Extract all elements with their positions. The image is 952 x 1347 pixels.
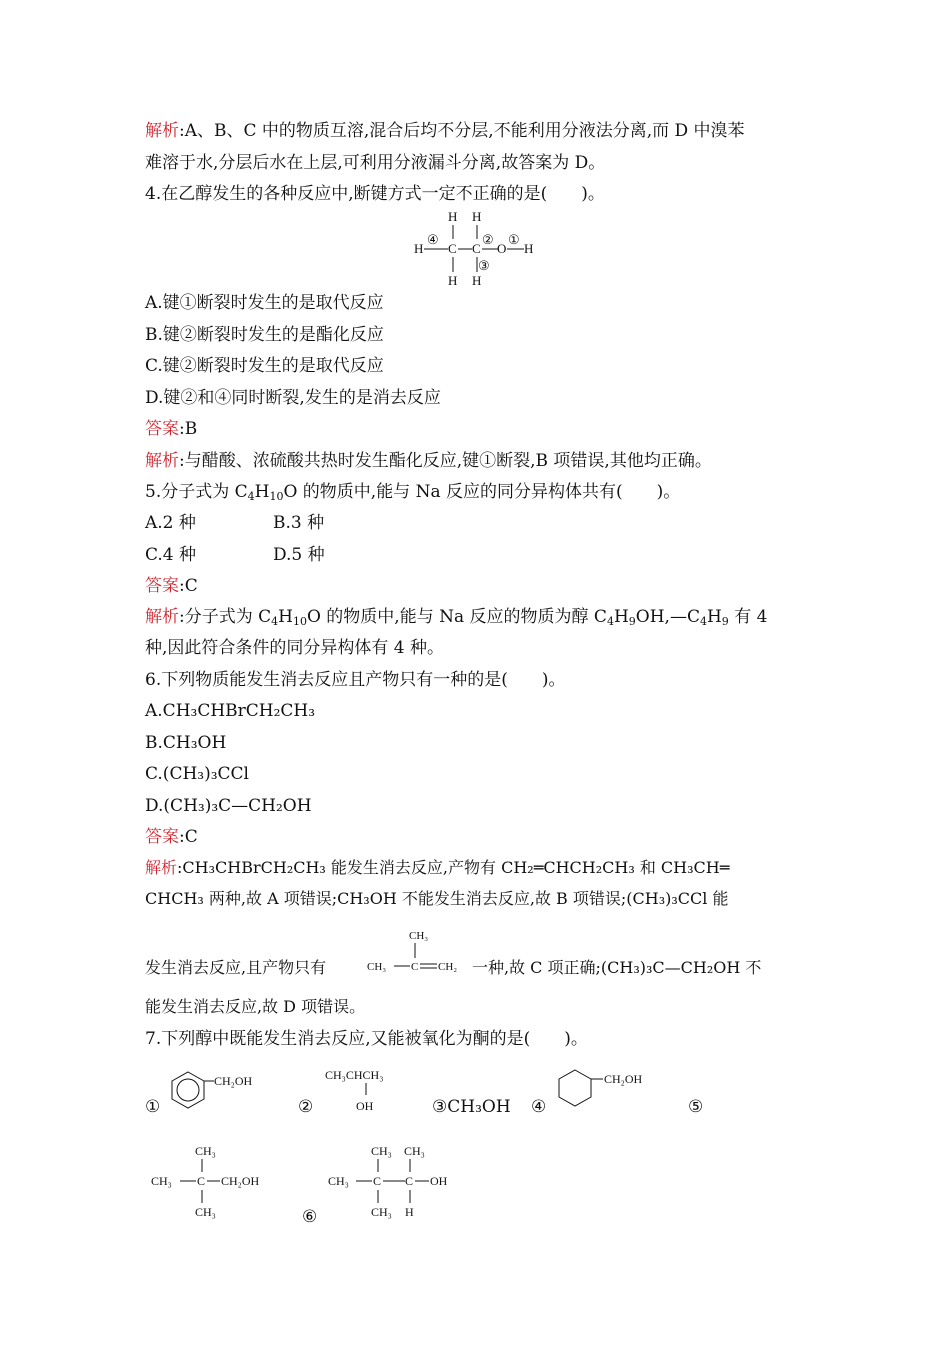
group-ch3: CH₃ xyxy=(409,930,429,942)
question-4: 4.在乙醇发生的各种反应中,断键方式一定不正确的是( )。 xyxy=(145,184,605,204)
group-oh: OH xyxy=(356,1099,374,1113)
explanation-label: 解析 xyxy=(145,451,179,471)
atom-c: C xyxy=(472,241,481,256)
item-number: ③CH₃OH xyxy=(432,1097,511,1117)
option-a: A.2 种 xyxy=(145,513,196,533)
subscript: 10 xyxy=(269,490,284,503)
subscript: 4 xyxy=(699,615,707,628)
text-line: 能发生消去反应,故 D 项错误。 xyxy=(145,997,366,1016)
item-number: ⑤ xyxy=(688,1097,704,1117)
group-ch3: CH₃ xyxy=(328,1174,349,1188)
question-7: 7.下列醇中既能发生消去反应,又能被氧化为酮的是( )。 xyxy=(145,1029,588,1049)
text-line: CHCH₃ 两种,故 A 项错误;CH₃OH 不能发生消去反应,故 B 项错误;(CH₃)₃CCl 能 xyxy=(145,889,729,908)
explanation-text: :与醋酸、浓硫酸共热时发生酯化反应,键①断裂,B 项错误,其他均正确。 xyxy=(179,451,712,471)
answer-label: 答案 xyxy=(145,419,179,439)
question-6: 6.下列物质能发生消去反应且产物只有一种的是( )。 xyxy=(145,670,566,690)
subscript: 10 xyxy=(292,615,307,628)
atom-h: H xyxy=(472,273,482,288)
option-a: A.键①断裂时发生的是取代反应 xyxy=(145,293,384,313)
group-ch3: CH₃ xyxy=(404,1144,425,1158)
text-line: 难溶于水,分层后水在上层,可利用分液漏斗分离,故答案为 D。 xyxy=(145,153,606,173)
cyclohexylmethanol-structure xyxy=(555,1066,670,1118)
explanation-text: OH,—C xyxy=(635,607,700,627)
group-oh: OH xyxy=(430,1174,448,1188)
group-ch3: CH₃ xyxy=(195,1205,216,1219)
bond-3-label: ③ xyxy=(478,258,490,273)
group-ch2oh: CH₂OH xyxy=(604,1072,643,1086)
atom-h: H xyxy=(472,209,482,224)
explanation-line xyxy=(145,606,767,628)
subscript: 9 xyxy=(721,615,729,628)
group-ch3chch3: CH₃CHCH₃ xyxy=(325,1068,384,1082)
atom-h: H xyxy=(448,209,458,224)
atom-c: C xyxy=(411,961,419,973)
subscript: 9 xyxy=(628,615,636,628)
explanation-line xyxy=(145,120,745,142)
option-b: B.键②断裂时发生的是酯化反应 xyxy=(145,325,384,345)
option-c: C.(CH₃)₃CCl xyxy=(145,764,249,784)
option-a: A.CH₃CHBrCH₂CH₃ xyxy=(145,701,316,721)
explanation-text: 有 4 xyxy=(728,607,768,627)
bond-2-label: ② xyxy=(482,232,494,247)
group-ch2oh: CH₂OH xyxy=(221,1174,260,1188)
group-ch3: CH₃ xyxy=(367,961,387,973)
group-ch3: CH₃ xyxy=(195,1144,216,1158)
bond-1-label: ① xyxy=(508,232,520,247)
atom-c: C xyxy=(405,1174,414,1188)
subscript: 4 xyxy=(271,615,279,628)
option-b: B.CH₃OH xyxy=(145,733,227,753)
text-line: 发生消去反应,且产物只有 xyxy=(145,958,327,977)
ethanol-structure xyxy=(410,204,540,290)
explanation-text: O 的物质中,能与 Na 反应的物质为醇 C xyxy=(306,607,607,627)
atom-o: O xyxy=(497,241,507,256)
group-ch2oh: CH₂OH xyxy=(214,1074,253,1088)
neopentyl-alcohol-structure xyxy=(148,1140,283,1222)
atom-c: C xyxy=(373,1174,382,1188)
benzyl-alcohol-structure xyxy=(168,1068,283,1120)
answer-text: :C xyxy=(179,576,198,596)
group-ch3: CH₃ xyxy=(371,1144,392,1158)
explanation-text: H xyxy=(706,607,722,627)
subscript: 4 xyxy=(247,490,255,503)
explanation-label: 解析 xyxy=(145,121,179,141)
explanation-text: :分子式为 C xyxy=(179,607,272,627)
text-line: 种,因此符合条件的同分异构体有 4 种。 xyxy=(145,638,445,658)
answer-label: 答案 xyxy=(145,827,179,847)
option-d: D.键②和④同时断裂,发生的是消去反应 xyxy=(145,388,441,408)
item-number: ④ xyxy=(531,1097,547,1117)
text-line: 一种,故 C 项正确;(CH₃)₃C—CH₂OH 不 xyxy=(472,958,762,977)
answer-line xyxy=(145,826,198,848)
explanation-text: :A、B、C 中的物质互溶,混合后均不分层,不能利用分液法分离,而 D 中溴苯 xyxy=(179,121,745,141)
item-number: ② xyxy=(298,1097,314,1117)
explanation-text: H xyxy=(613,607,629,627)
explanation-line xyxy=(145,857,729,879)
option-b: B.3 种 xyxy=(273,513,325,533)
answer-line xyxy=(145,418,197,440)
answer-label: 答案 xyxy=(145,576,179,596)
isopropanol-structure xyxy=(322,1064,412,1116)
atom-h: H xyxy=(405,1205,414,1219)
explanation-label: 解析 xyxy=(145,607,179,627)
atom-h: H xyxy=(414,241,424,256)
item-number: ⑥ xyxy=(302,1207,318,1227)
explanation-text: H xyxy=(278,607,293,627)
explanation-label: 解析 xyxy=(145,858,178,877)
q5-text: 5.分子式为 C xyxy=(145,482,248,502)
item-number: ① xyxy=(145,1097,161,1117)
atom-h: H xyxy=(524,241,534,256)
option-d: D.5 种 xyxy=(273,545,325,565)
group-ch2: CH₂ xyxy=(438,961,458,973)
answer-text: :B xyxy=(179,419,198,439)
group-ch3: CH₃ xyxy=(371,1205,392,1219)
dimethylbutanol-structure xyxy=(325,1140,465,1222)
isobutene-structure xyxy=(364,924,472,980)
option-c: C.4 种 xyxy=(145,545,197,565)
atom-c: C xyxy=(448,241,457,256)
option-c: C.键②断裂时发生的是取代反应 xyxy=(145,356,384,376)
explanation-line xyxy=(145,450,712,472)
bond-4-label: ④ xyxy=(427,232,439,247)
atom-c: C xyxy=(197,1174,206,1188)
option-d: D.(CH₃)₃C—CH₂OH xyxy=(145,796,312,816)
explanation-text: :CH₃CHBrCH₂CH₃ 能发生消去反应,产物有 CH₂═CHCH₂CH₃ 和 CH₃CH═ xyxy=(177,858,730,877)
q5-text: O 的物质中,能与 Na 反应的同分异构体共有( )。 xyxy=(283,482,681,502)
atom-h: H xyxy=(448,273,458,288)
question-5 xyxy=(145,481,680,503)
group-ch3: CH₃ xyxy=(151,1174,172,1188)
subscript: 4 xyxy=(606,615,614,628)
answer-line xyxy=(145,575,198,597)
q5-text: H xyxy=(254,482,270,502)
answer-text: :C xyxy=(179,827,198,847)
